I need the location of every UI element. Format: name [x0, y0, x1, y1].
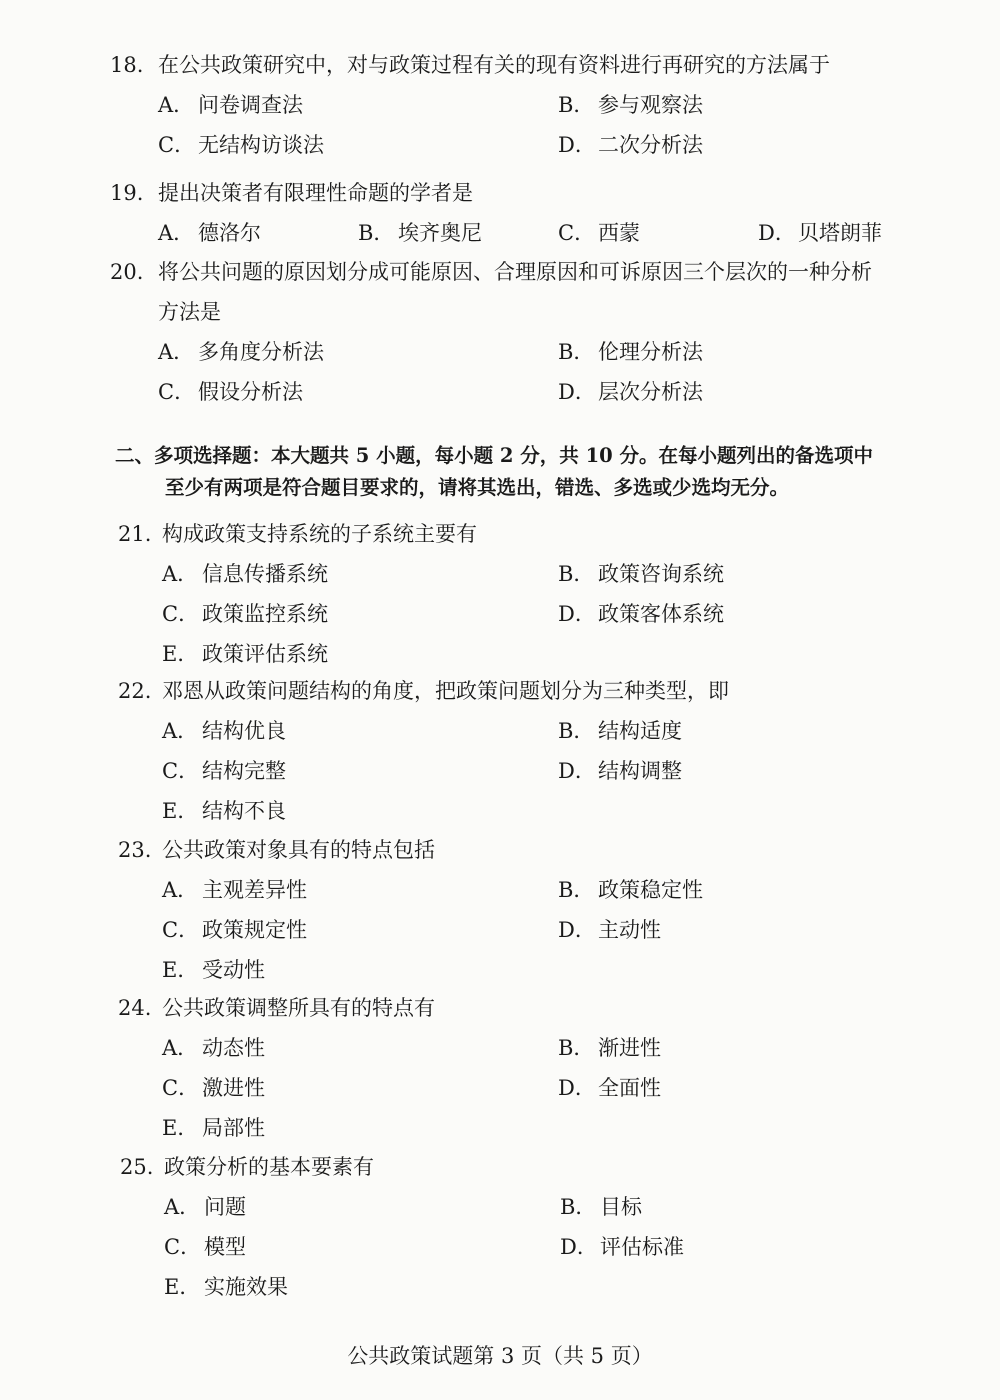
option-b: B． 结构适度: [558, 719, 682, 743]
option-c: C． 无结构访谈法: [158, 133, 324, 157]
option-b: B． 伦理分析法: [558, 340, 703, 364]
question-18: [110, 45, 960, 165]
options-row: [118, 554, 968, 594]
options-row: [118, 1028, 968, 1068]
option-d: D． 二次分析法: [558, 133, 703, 157]
option-b: B． 目标: [560, 1195, 642, 1219]
question-stem: 提出决策者有限理性命题的学者是: [158, 181, 473, 205]
option-a: A． 主观差异性: [162, 878, 307, 902]
option-d: D． 贝塔朗菲: [758, 221, 882, 245]
question-number: 21.: [118, 522, 152, 546]
question-number: 18.: [110, 53, 144, 77]
options-row: [120, 1227, 970, 1267]
option-b: B． 渐进性: [558, 1036, 661, 1060]
option-c: C． 假设分析法: [158, 380, 303, 404]
question-number: 22.: [118, 679, 152, 703]
option-a: A． 动态性: [162, 1036, 265, 1060]
question-number: 20.: [110, 260, 144, 284]
options-row: [118, 910, 968, 950]
section-heading-line1: 二、多项选择题：本大题共 5 小题，每小题 2 分，共 10 分。在每小题列出的备选项中: [115, 444, 874, 467]
option-c: C． 政策规定性: [162, 918, 307, 942]
options-row: [118, 791, 968, 831]
option-e: E． 结构不良: [162, 799, 286, 823]
question-stem: 将公共问题的原因划分成可能原因、合理原因和可诉原因三个层次的一种分析: [158, 260, 872, 284]
option-a: A． 德洛尔: [158, 221, 261, 245]
question-stem-continued: 方法是: [158, 300, 221, 324]
options-row: [118, 634, 968, 674]
question-stem: 构成政策支持系统的子系统主要有: [162, 522, 477, 546]
option-a: A． 问卷调查法: [158, 93, 303, 117]
options-row: [118, 1108, 968, 1148]
option-d: D． 主动性: [558, 918, 661, 942]
option-b: B． 政策咨询系统: [558, 562, 724, 586]
option-c: C． 结构完整: [162, 759, 286, 783]
question-stem: 公共政策对象具有的特点包括: [162, 838, 435, 862]
option-d: D． 结构调整: [558, 759, 682, 783]
question-stem: 邓恩从政策问题结构的角度，把政策问题划分为三种类型，即: [162, 679, 729, 703]
page-footer: 公共政策试题第 3 页（共 5 页）: [347, 1344, 653, 1368]
options-row: [110, 85, 960, 125]
question-stem: 在公共政策研究中，对与政策过程有关的现有资料进行再研究的方法属于: [158, 53, 830, 77]
question-number: 25.: [120, 1155, 154, 1179]
option-c: C． 西蒙: [558, 221, 640, 245]
option-c: C． 激进性: [162, 1076, 265, 1100]
option-a: A． 问题: [164, 1195, 246, 1219]
option-e: E． 局部性: [162, 1116, 265, 1140]
options-row: [110, 125, 960, 165]
question-19: [110, 173, 960, 253]
question-number: 23.: [118, 838, 152, 862]
options-row: [120, 1187, 970, 1227]
question-stem: 政策分析的基本要素有: [164, 1155, 374, 1179]
option-e: E． 实施效果: [164, 1275, 288, 1299]
section-heading-line2: 至少有两项是符合题目要求的，请将其选出，错选、多选或少选均无分。: [165, 476, 790, 499]
options-row: [118, 751, 968, 791]
options-row: [118, 711, 968, 751]
question-23: [118, 830, 968, 990]
option-a: A． 多角度分析法: [158, 340, 324, 364]
option-d: D． 全面性: [558, 1076, 661, 1100]
question-21: [118, 514, 968, 674]
option-a: A． 结构优良: [162, 719, 286, 743]
question-24: [118, 988, 968, 1148]
option-e: E． 受动性: [162, 958, 265, 982]
options-row: [118, 1068, 968, 1108]
options-row: [110, 332, 960, 372]
option-c: C． 政策监控系统: [162, 602, 328, 626]
option-b: B． 政策稳定性: [558, 878, 703, 902]
option-e: E． 政策评估系统: [162, 642, 328, 666]
section-heading: [115, 440, 955, 504]
option-d: D． 层次分析法: [558, 380, 703, 404]
question-stem: 公共政策调整所具有的特点有: [162, 996, 435, 1020]
options-row: [110, 213, 960, 253]
question-number: 24.: [118, 996, 152, 1020]
option-a: A． 信息传播系统: [162, 562, 328, 586]
options-row: [118, 594, 968, 634]
question-number: 19.: [110, 181, 144, 205]
options-row: [118, 950, 968, 990]
option-d: D． 政策客体系统: [558, 602, 724, 626]
question-20: [110, 252, 960, 412]
options-row: [120, 1267, 970, 1307]
options-row: [110, 372, 960, 412]
options-row: [118, 870, 968, 910]
option-b: B． 埃齐奥尼: [358, 221, 482, 245]
option-b: B． 参与观察法: [558, 93, 703, 117]
question-22: [118, 671, 968, 831]
option-c: C． 模型: [164, 1235, 246, 1259]
option-d: D． 评估标准: [560, 1235, 684, 1259]
question-25: [120, 1147, 970, 1307]
